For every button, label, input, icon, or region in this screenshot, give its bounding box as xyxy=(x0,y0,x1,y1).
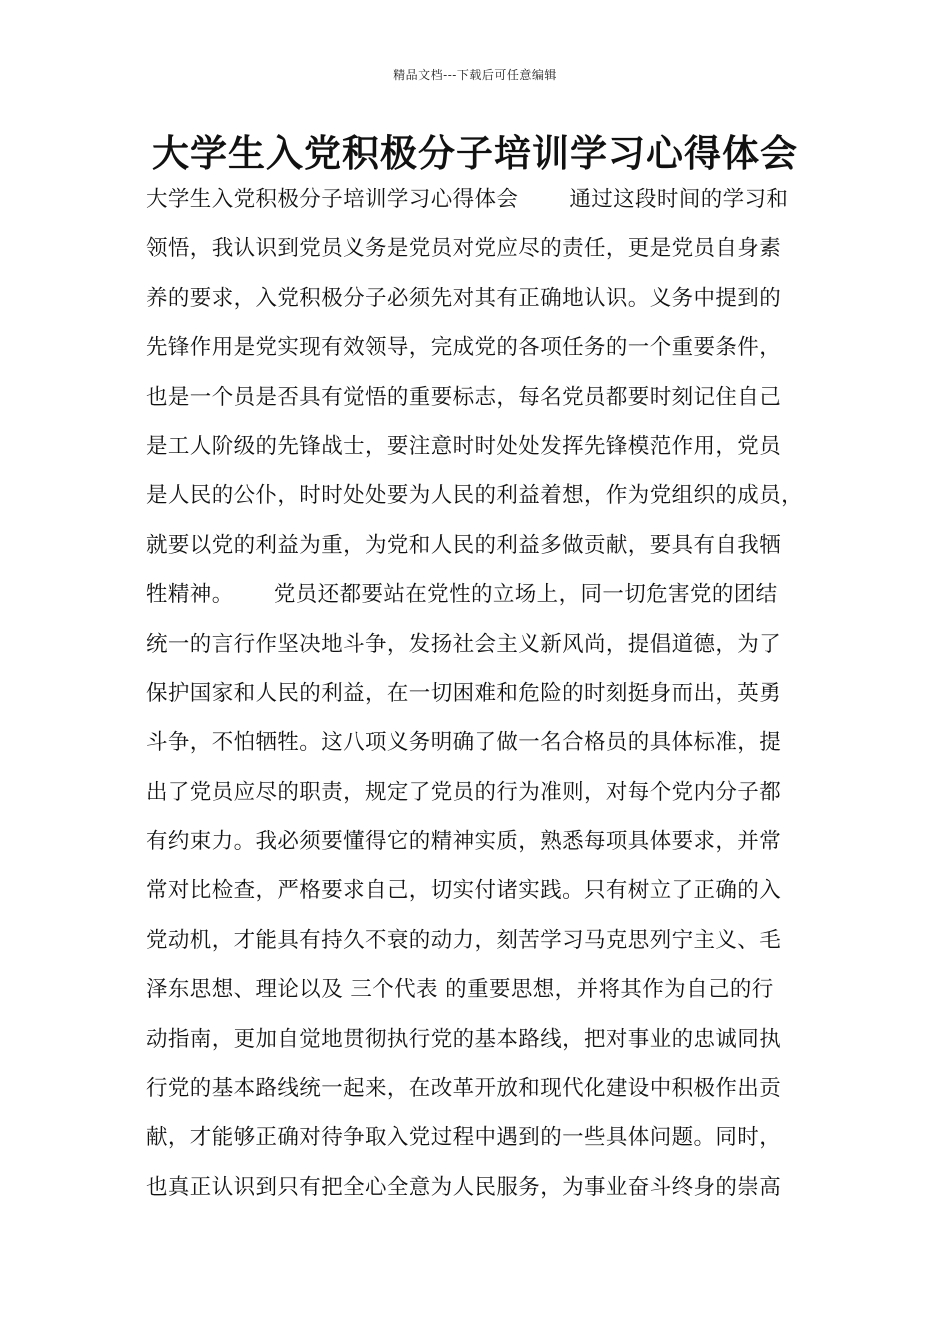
body-line: 党动机，才能具有持久不衰的动力，刻苦学习马克思列宁主义、毛 xyxy=(146,927,782,953)
body-line: 就要以党的利益为重，为党和人民的利益多做贡献，要具有自我牺 xyxy=(146,532,782,558)
body-line: 是工人阶级的先锋战士，要注意时时处处发挥先锋模范作用，党员 xyxy=(146,433,782,459)
header-note: 精品文档---下载后可任意编辑 xyxy=(393,68,557,82)
document-body xyxy=(146,182,826,1219)
body-line: 是人民的公仆，时时处处要为人民的利益着想，作为党组织的成员， xyxy=(146,483,804,509)
body-line: 保护国家和人民的利益，在一切困难和危险的时刻挺身而出，英勇 xyxy=(146,680,782,706)
body-line: 泽东思想、理论以及 三个代表 的重要思想，并将其作为自己的行 xyxy=(146,977,774,1003)
body-line: 大学生入党积极分子培训学习心得体会 通过这段时间的学习和 xyxy=(146,187,789,212)
body-line: 有约束力。我必须要懂得它的精神实质，熟悉每项具体要求，并常 xyxy=(146,829,782,855)
body-line: 先锋作用是党实现有效领导，完成党的各项任务的一个重要条件， xyxy=(146,335,782,361)
body-line: 常对比检查，严格要求自己，切实付诸实践。只有树立了正确的入 xyxy=(146,878,782,904)
body-line: 领悟，我认识到党员义务是党员对党应尽的责任，更是党员自身素 xyxy=(146,236,782,262)
body-line: 献，才能够正确对待争取入党过程中遇到的一些具体问题。同时， xyxy=(146,1125,782,1151)
body-line: 也真正认识到只有把全心全意为人民服务，为事业奋斗终身的崇高 xyxy=(146,1174,782,1200)
body-line: 养的要求，入党积极分子必须先对其有正确地认识。义务中提到的 xyxy=(146,285,782,311)
body-line: 斗争，不怕牺牲。这八项义务明确了做一名合格员的具体标准，提 xyxy=(146,730,782,756)
document-title: 大学生入党积极分子培训学习心得体会 xyxy=(152,132,798,175)
body-line: 也是一个员是否具有觉悟的重要标志，每名党员都要时刻记住自己 xyxy=(146,384,782,410)
body-line: 牲精神。 党员还都要站在党性的立场上，同一切危害党的团结 xyxy=(146,582,778,608)
body-line: 动指南，更加自觉地贯彻执行党的基本路线，把对事业的忠诚同执 xyxy=(146,1026,782,1052)
body-line: 统一的言行作坚决地斗争，发扬社会主义新风尚，提倡道德，为了 xyxy=(146,631,782,657)
body-line: 行党的基本路线统一起来，在改革开放和现代化建设中积极作出贡 xyxy=(146,1076,782,1102)
body-line: 出了党员应尽的职责，规定了党员的行为准则，对每个党内分子都 xyxy=(146,779,782,805)
